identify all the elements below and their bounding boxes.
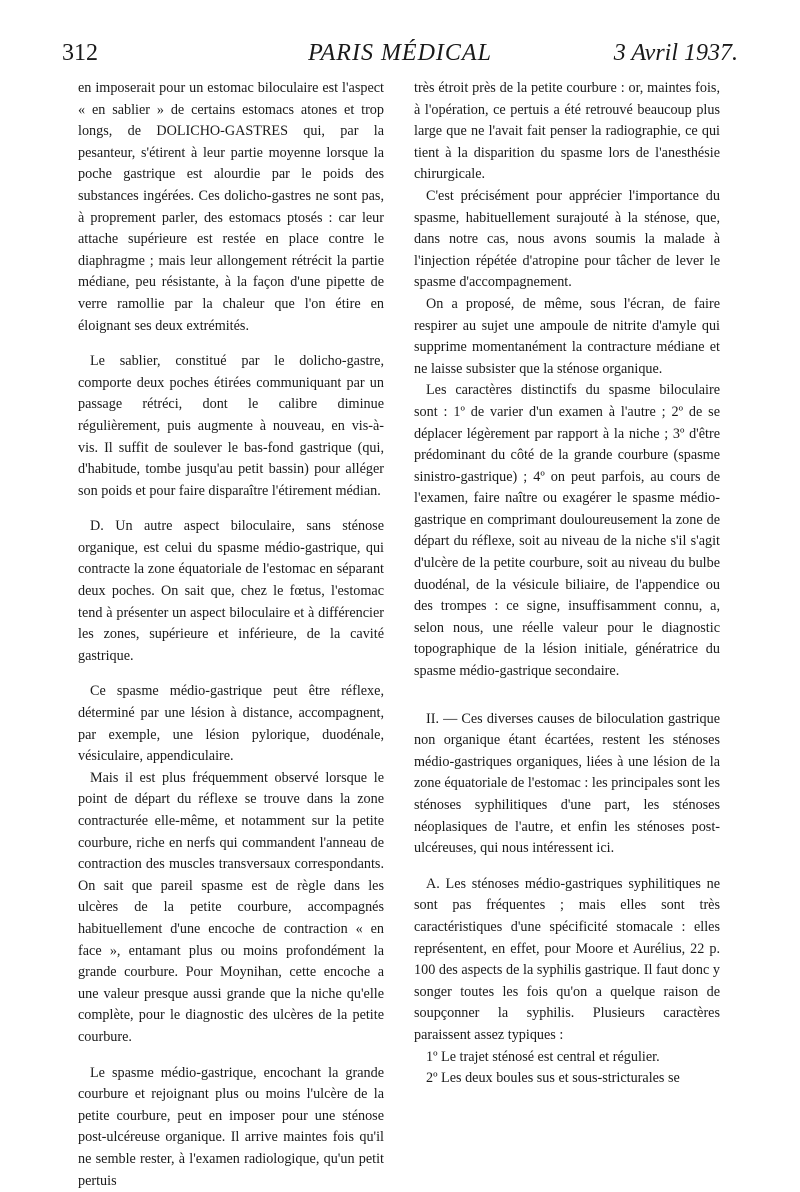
right-column <box>414 78 720 1090</box>
paragraph: Ce spasme médio-gastrique peut être réflexe, déterminé par une lésion à distance, accompagnent, par exemple, une lésion pylorique, duodénale, vésiculaire, appendiculaire. <box>78 683 384 765</box>
paragraph: très étroit près de la petite courbure : or, maintes fois, à l'opération, ce pertuis a été retrouvé beaucoup plus large que ne l'avait fait penser la radiographie, ce qui tient à la disparition du spasme lors de l'anesthésie chirurgicale. <box>414 80 720 183</box>
page-header <box>62 40 738 74</box>
paragraph: Le spasme médio-gastrique, encochant la grande courbure et rejoignant plus ou moins l'ulcère de la petite courbure, peut en imposer pour une sténose post-ulcéreuse organique. Il arrive maintes fois qu'il ne semble rester, à l'examen radiologique, qu'un petit pertuis <box>78 1064 384 1189</box>
paragraph: Mais il est plus fréquemment observé lorsque le point de départ du réflexe se trouve dans la zone contracturée elle-même, et notamment sur la petite courbure, riche en nerfs qui commandent l'anneau de contraction des muscles transversaux correspondants. On sait que pareil spasme est de règle dans les ulcères de la petite courbure, accompagnés habituellement d'une encoche de contraction « en face », entamant plus ou moins profondément la grande courbure. Pour Moynihan, cette encoche a une valeur presque aussi grande que la niche qu'elle complète, pour le diagnostic des ulcères de la petite courbure. <box>78 769 384 1045</box>
left-column <box>78 78 384 1192</box>
paragraph: D. Un autre aspect biloculaire, sans sténose organique, est celui du spasme médio-gastrique, qui contracte la zone équatoriale de l'estomac en séparant deux poches. On sait que, chez le fœtus, l'estomac tend à présenter un aspect biloculaire et à différencier les zones, supérieure et inférieure, de la cavité gastrique. <box>78 518 384 664</box>
paragraph: On a proposé, de même, sous l'écran, de faire respirer au sujet une ampoule de nitrite d'amyle qui supprime momentanément la contracture médiane et ne laisse subsister que la sténose organique. <box>414 295 720 377</box>
section-paragraph: II. — Ces diverses causes de biloculation gastrique non organique étant écartées, restent les sténoses médio-gastriques organiques, liées à une lésion de la zone équatoriale de l'estomac : les principales sont les sténoses syphilitiques d'une part, les sténoses néoplasiques de l'autre, et enfin les sténoses post-ulcéreuses, qui nous intéressent ici. <box>414 710 720 857</box>
paragraph: A. Les sténoses médio-gastriques syphilitiques ne sont pas fréquentes ; mais elles sont très caractéristiques d'une spécificité stomacale : elles représentent, en effet, pour Moore et Aurélius, 22 p. 100 des aspects de la syphilis gastrique. Il faut donc y songer toutes les fois qu'on a quelque raison de soupçonner la syphilis. Plusieurs caractères paraissent assez typiques : <box>414 875 720 1043</box>
issue-date: 3 Avril 1937. <box>613 40 738 66</box>
page-number: 312 <box>62 40 98 66</box>
list-item: 1º Le trajet sténosé est central et régulier. <box>426 1048 660 1065</box>
list-item: 2º Les deux boules sus et sous-stricturales se <box>426 1070 680 1087</box>
paragraph: Le sablier, constitué par le dolicho-gastre, comporte deux poches étirées communiquant par un passage rétréci, dont le calibre diminue régulièrement, puis augmente à nouveau, en vis-à-vis. Il suffit de soulever le bas-fond gastrique (qui, d'habitude, tombe jusqu'au petit bassin) pour alléger son poids et pour faire disparaître l'étirement médian. <box>78 353 384 499</box>
paragraph: C'est précisément pour apprécier l'importance du spasme, habituellement surajouté à la sténose, que, dans notre cas, nous avons soumis la malade à l'injection répétée d'atropine pour tâcher de lever le spasme d'accompagnement. <box>414 187 720 291</box>
journal-title: PARIS MÉDICAL <box>308 40 492 66</box>
paragraph: en imposerait pour un estomac biloculaire est l'aspect « en sablier » de certains estomacs atones et trop longs, de DOLICHO-GASTRES qui, par la pesanteur, s'étirent à leur partie moyenne lorsque la poche gastrique est alourdie par le poids des substances ingérées. Ces dolicho-gastres ne sont pas, à proprement parler, des estomacs ptosés : car leur attache supérieure est restée en place contre le diaphragme ; mais leur allongement rétrécit la partie médiane, peu résistante, à la façon d'une pipette de verre ramollie par la chaleur que l'on étire en éloignant ses deux extrémités. <box>78 80 384 334</box>
paragraph: Les caractères distinctifs du spasme biloculaire sont : 1º de varier d'un examen à l'autre ; 2º de se déplacer légèrement par rapport à la niche ; 3º d'être prédominant du côté de la grande courbure (spasme sinistro-gastrique) ; 4º on peut parfois, au cours de l'examen, faire naître ou exagérer le spasme médio-gastrique en comprimant douloureusement la zone de départ du réflexe, soit au niveau de la niche s'il s'agit d'ulcère de la petite courbure, soit au niveau du bulbe duodénal, de la vésicule biliaire, de l'appendice ou des trompes : ce signe, insuffisamment connu, a, selon nous, une réelle valeur pour le diagnostic topographique de la lésion initiale, génératrice du spasme médio-gastrique secondaire. <box>414 382 720 680</box>
